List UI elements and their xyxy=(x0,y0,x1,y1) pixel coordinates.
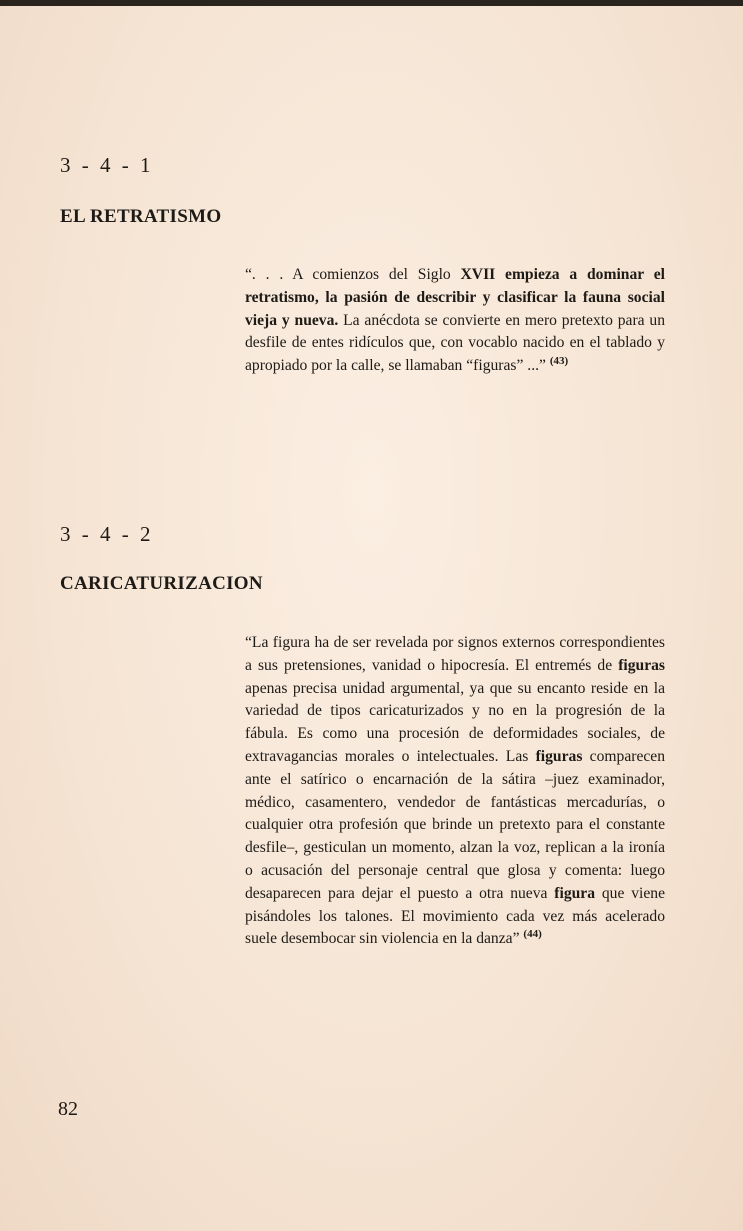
quote-text: La anécdota se convierte en mero pretexto para un desfile de entes ridículos que, con vocablo nacido en el tablado y apropiado por la calle, se llamaban “figuras” ...” xyxy=(245,311,665,375)
quote-text: que viene pisándoles los talones. El movimiento cada vez más acelerado suele desembocar sin violencia en la danza” xyxy=(245,884,665,948)
quote-bold-text: figuras xyxy=(535,747,583,765)
quote-paragraph xyxy=(245,632,665,951)
footnote-ref-44: (44) xyxy=(523,928,542,941)
quote-bold-text: figuras xyxy=(618,656,665,674)
section-title-caricaturizacion: CARICATURIZACION xyxy=(60,573,263,594)
section-number-3-4-2: 3 - 4 - 2 xyxy=(60,522,154,546)
quote-text: comparecen ante el satírico o encarnación de la sátira –juez examinador, médico, casamentero, vendedor de fantásticas mercadurías, o cualquier otra profesión que brinde un pretexto para el constante desfile–, gesticulan un momento, alzan la voz, replican a la ironía o acusación del personaje central que glosa y comenta: luego desaparecen para dejar el puesto a otra nueva xyxy=(245,747,666,902)
quote-paragraph xyxy=(245,264,665,378)
quote-caricaturizacion xyxy=(245,632,665,951)
top-border-line xyxy=(0,0,743,6)
section-title-retratismo: EL RETRATISMO xyxy=(60,206,222,227)
page-number: 82 xyxy=(58,1098,78,1120)
quote-text: “. . . A comienzos del Siglo xyxy=(245,266,461,283)
quote-bold-text: figura xyxy=(554,884,596,902)
quote-bold-text: XVII empieza a dominar el retratismo, la pasión de describir y clasificar la fauna social vieja y nueva. xyxy=(245,266,665,329)
footnote-ref-43: (43) xyxy=(549,355,569,368)
quote-text: “La figura ha de ser revelada por signos externos correspondientes a sus pretensiones, vanidad o hipocresía. El entremés de xyxy=(245,634,665,674)
quote-text: apenas precisa unidad argumental, ya que su encanto reside en la variedad de tipos caricaturizados y no en la progresión de la fábula. Es como una procesión de deformidades sociales, de extravagancias morales o intelectuales. Las xyxy=(245,679,665,765)
section-number-3-4-1: 3 - 4 - 1 xyxy=(60,153,154,177)
quote-retratismo xyxy=(245,264,665,378)
